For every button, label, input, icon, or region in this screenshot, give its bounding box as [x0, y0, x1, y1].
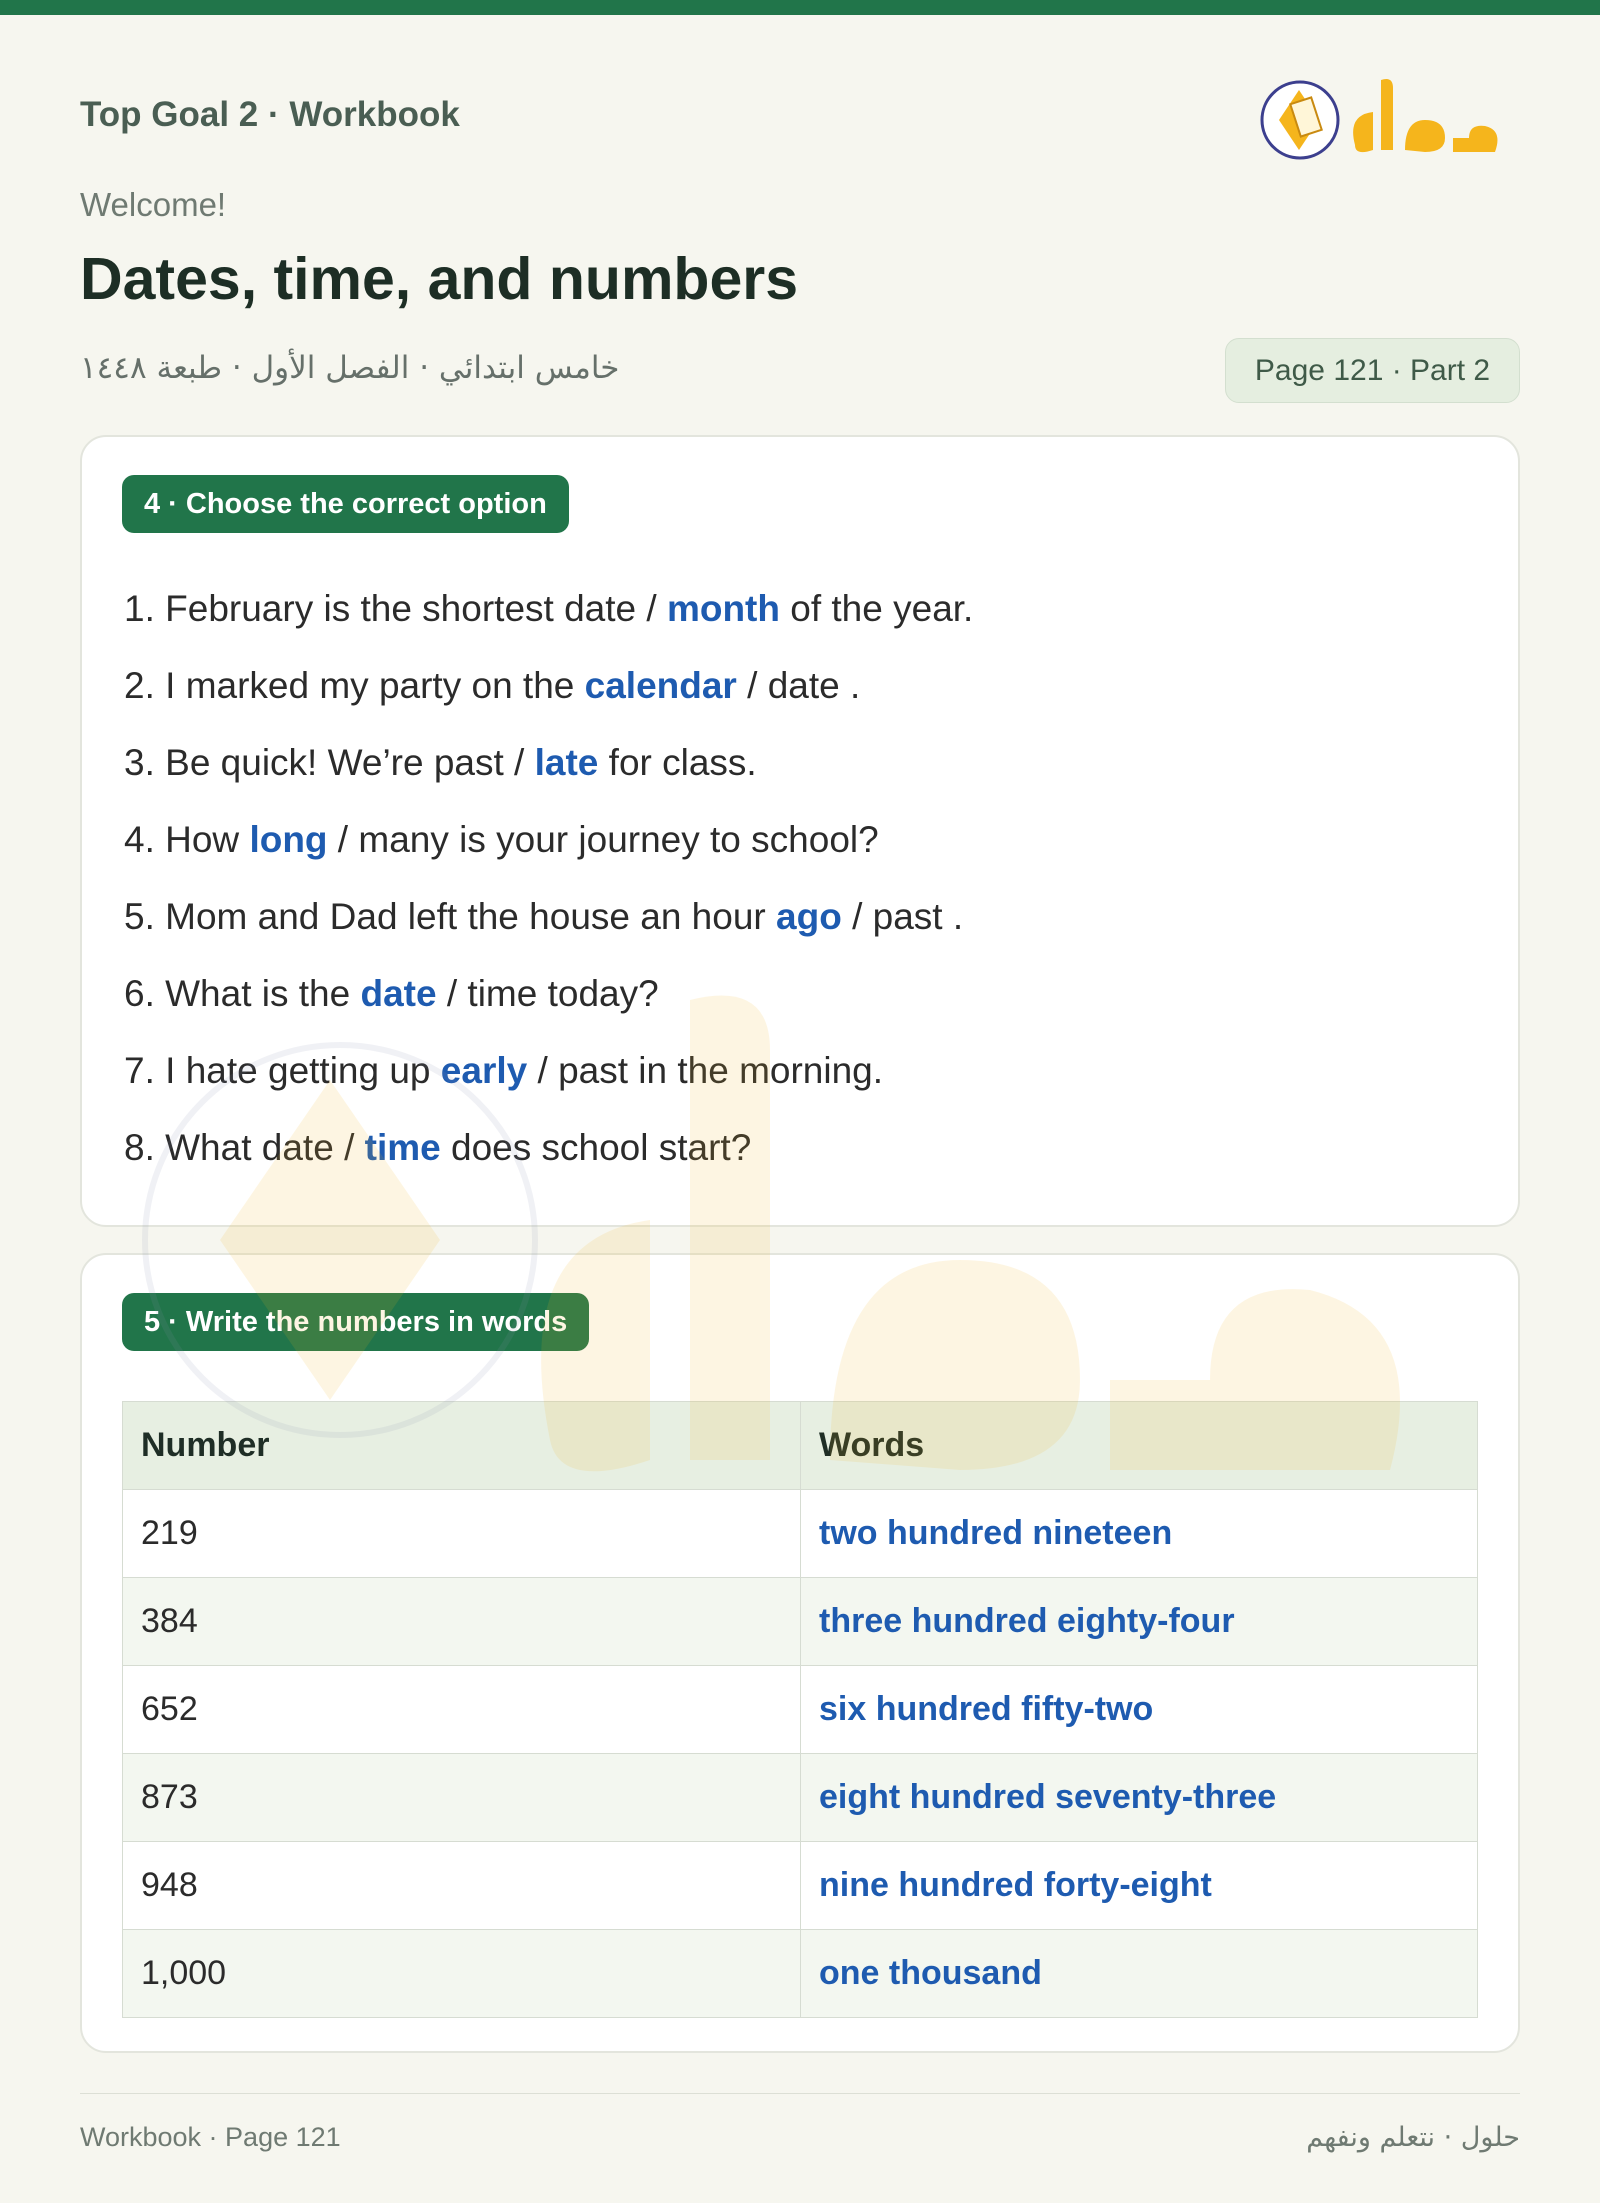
exercise-5-badge: 5 · Write the numbers in words: [122, 1293, 589, 1351]
table-row: [123, 1490, 1478, 1578]
table-row: [123, 1842, 1478, 1930]
question-item: [124, 810, 973, 887]
table-row: [123, 1666, 1478, 1754]
question-item: [124, 733, 973, 810]
question-item: [124, 1118, 973, 1195]
option-separator: /: [736, 665, 768, 706]
footer-left: Workbook · Page 121: [80, 2122, 341, 2152]
table-row: [123, 1754, 1478, 1842]
header-number: Number: [123, 1402, 801, 1490]
words-cell: eight hundred seventy-three: [801, 1754, 1478, 1842]
question-text: 6. What is the: [124, 973, 361, 1014]
question-text-end: in the morning.: [628, 1050, 884, 1091]
option-1[interactable]: early: [440, 1050, 528, 1091]
table-row: [123, 1930, 1478, 2018]
question-text-end: for class.: [598, 742, 757, 783]
footer-divider: [80, 2093, 1520, 2094]
exercise-4-list: [124, 579, 973, 1195]
option-separator: /: [636, 588, 667, 629]
book-title: Top Goal 2 · Workbook: [80, 95, 460, 134]
option-1[interactable]: date: [360, 973, 437, 1014]
question-item: [124, 1041, 973, 1118]
welcome-text: Welcome!: [80, 186, 227, 223]
page-title: Dates, time, and numbers: [80, 246, 799, 312]
question-text: 5. Mom and Dad left the house an hour: [124, 896, 777, 937]
words-cell: one thousand: [801, 1930, 1478, 2018]
option-1[interactable]: long: [249, 819, 328, 860]
question-item: [124, 964, 973, 1041]
number-cell: 652: [123, 1666, 801, 1754]
option-2[interactable]: date: [767, 665, 840, 706]
question-text: 7. I hate getting up: [124, 1050, 441, 1091]
question-text-end: .: [839, 665, 861, 706]
question-text: 4. How: [124, 819, 250, 860]
question-text-end: today?: [537, 973, 659, 1014]
question-text-end: of the year.: [779, 588, 974, 629]
number-cell: 1,000: [123, 1930, 801, 2018]
number-cell: 948: [123, 1842, 801, 1930]
question-text: 8. What: [124, 1127, 262, 1168]
option-1[interactable]: ago: [776, 896, 842, 937]
words-cell: two hundred nineteen: [801, 1490, 1478, 1578]
question-item: [124, 656, 973, 733]
question-text: 3. Be quick! We’re: [124, 742, 434, 783]
numbers-table: [122, 1401, 1478, 2018]
question-text: 1. February is the shortest: [124, 588, 565, 629]
words-cell: three hundred eighty-four: [801, 1578, 1478, 1666]
page-pill: Page 121 · Part 2: [1225, 338, 1520, 403]
option-2[interactable]: many: [358, 819, 449, 860]
option-separator: /: [436, 973, 468, 1014]
question-item: [124, 887, 973, 964]
question-text-end: is your journey to school?: [448, 819, 879, 860]
exercise-4-card: [80, 435, 1520, 1227]
option-1[interactable]: past: [433, 742, 504, 783]
option-2[interactable]: month: [666, 588, 780, 629]
option-separator: /: [841, 896, 873, 937]
option-1[interactable]: date: [261, 1127, 334, 1168]
option-2[interactable]: time: [364, 1127, 441, 1168]
hulul-logo: [1255, 60, 1505, 170]
number-cell: 384: [123, 1578, 801, 1666]
question-text-end: .: [942, 896, 964, 937]
table-row: [123, 1578, 1478, 1666]
number-cell: 873: [123, 1754, 801, 1842]
top-accent-bar: [0, 0, 1600, 15]
question-text-end: does school start?: [440, 1127, 752, 1168]
option-2[interactable]: time: [467, 973, 538, 1014]
exercise-5-card: [80, 1253, 1520, 2053]
option-separator: /: [527, 1050, 559, 1091]
exercise-4-badge: 4 · Choose the correct option: [122, 475, 569, 533]
footer-right: حلول · نتعلم ونفهم: [1306, 2122, 1520, 2153]
header-words: Words: [801, 1402, 1478, 1490]
arabic-subtitle: خامس ابتدائي · الفصل الأول · طبعة ١٤٤٨: [80, 350, 620, 386]
words-cell: nine hundred forty-eight: [801, 1842, 1478, 1930]
table-header-row: [123, 1402, 1478, 1490]
question-item: [124, 579, 973, 656]
option-separator: /: [333, 1127, 365, 1168]
option-separator: /: [503, 742, 535, 783]
option-1[interactable]: calendar: [584, 665, 737, 706]
number-cell: 219: [123, 1490, 801, 1578]
option-2[interactable]: late: [534, 742, 599, 783]
option-separator: /: [327, 819, 359, 860]
question-text: 2. I marked my party on the: [124, 665, 585, 706]
option-2[interactable]: past: [872, 896, 943, 937]
option-2[interactable]: past: [558, 1050, 628, 1091]
option-1[interactable]: date: [564, 588, 637, 629]
words-cell: six hundred fifty-two: [801, 1666, 1478, 1754]
